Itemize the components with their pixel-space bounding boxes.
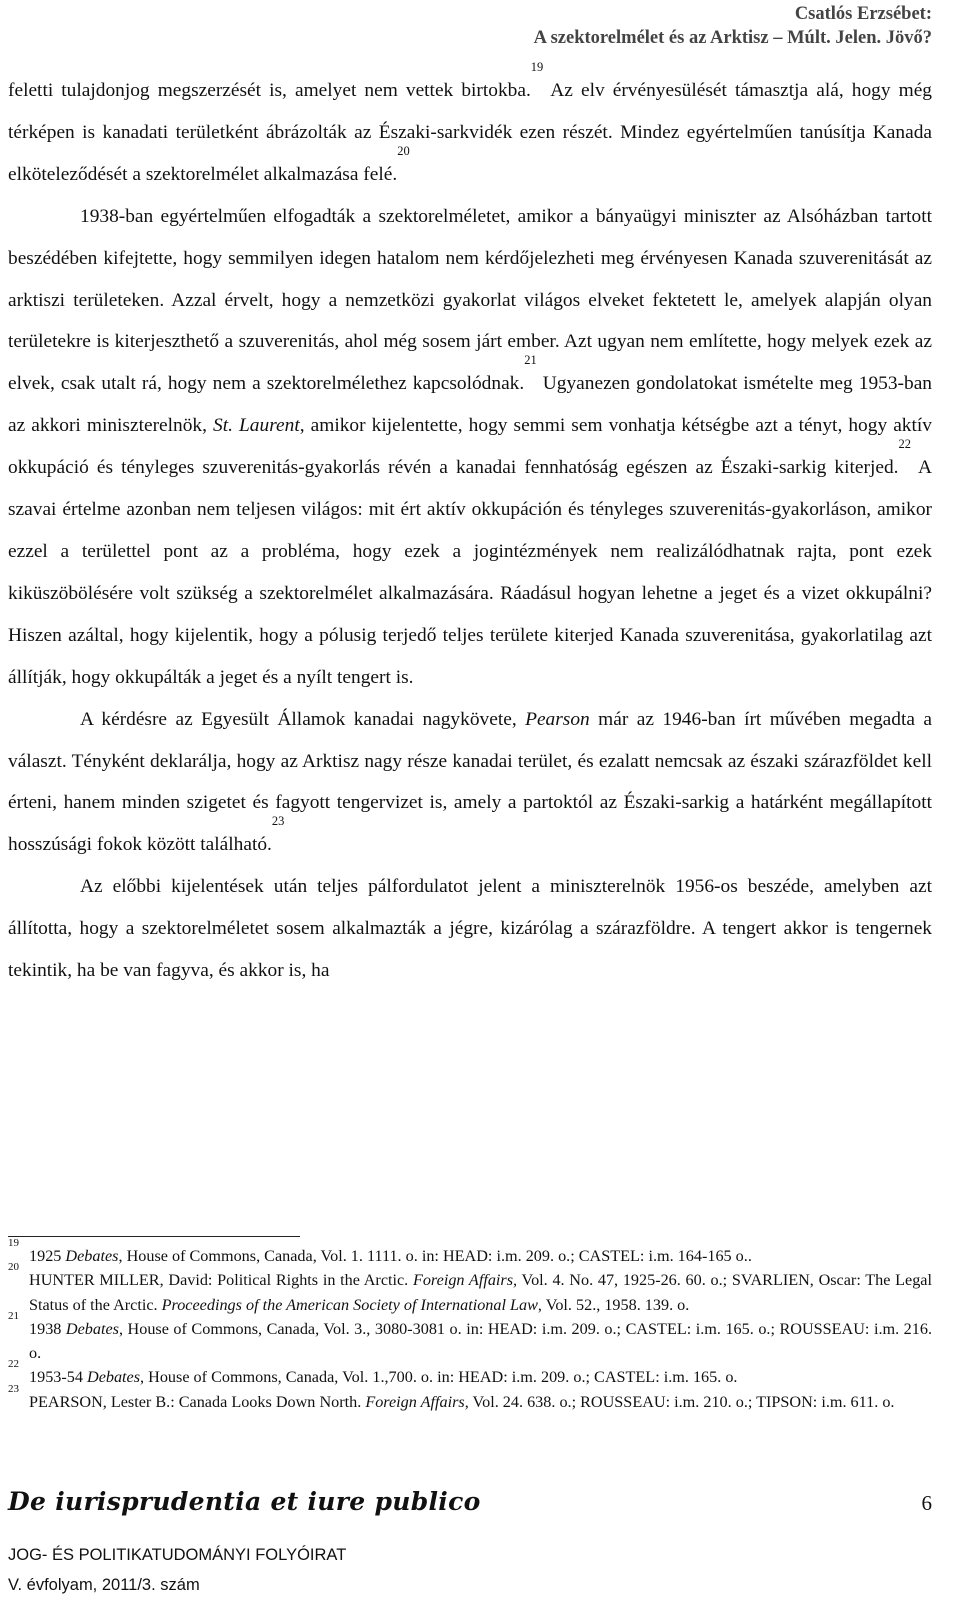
footnote-ref-23[interactable]: 23 — [271, 814, 285, 829]
header-author: Csatlós Erzsébet: — [794, 4, 932, 24]
journal-issue: V. évfolyam, 2011/3. szám — [8, 1576, 200, 1594]
footnote-ref-21[interactable]: 21 — [524, 353, 537, 368]
paragraph-3: A kérdésre az Egyesült Államok kanadai nagykövete, Pearson már az 1946-ban írt művében megadta a választ. Tényként deklarálja, hogy az Arktisz nagy része kanadai terület, és ezalatt nemcsak az északi szárazföldet kell érteni, hanem minden szigetet és fagyott tengervizet is, amely a partoktól az Északi-sarkig a határként megállapított hosszúsági fokok között található.$^{23}$ — [8, 708, 932, 856]
person-name: St. Laurent — [213, 415, 300, 437]
footnote-21: 21 1938 Debates, House of Commons, Canada, Vol. 3., 3080-3081 o. in: HEAD: i.m. 209. o.; CASTEL: i.m. 165. o.; ROUSSEAU: i.m. 216. o. — [8, 1309, 933, 1363]
paragraph-2: 1938-ban egyértelműen elfogadták a szektorelméletet, amikor a bányaügyi miniszter az Alsóházban tartott beszédében kifejtette, hogy semmilyen idegen hatalom nem kérdőjelezheti meg érvényesen Kanada szuverenitását az arktiszi területeken. Azzal érvelt, hogy a nemzetközi gyakorlat világos elveket fektetett le, amelyek alapján olyan területekre is kiterjeszthető a szuverenitás, ahol még sosem járt ember. Azt ugyan nem említette, hogy melyek ezek az elvek, csak utalt rá, hogy nem a szektorelmélethez kapcsolódnak.$^{21}$ Ugyanezen gondolatokat ismételte meg 1953-ban az akkori miniszterelnök, St. Laurent, amikor kijelentette, hogy semmi sem vonhatja kétségbe azt a tényt, hogy aktív okkupáció és tényleges szuverenitás-gyakorlás révén a kanadai fennhatóság egészen az Északi-sarkig kiterjed.$^{22}$ A szavai értelme azonban nem teljesen világos: mit ért aktív okkupáción és tényleges szuverenitás-gyakorláson, amikor ezzel a területtel pont az a probléma, hogy ezek a jogintézmények nem realizálódhatnak rajta, pont ezek kiküszöbölésére volt szükség a szektorelmélet alkalmazására. Ráadásul hogyan lehetne a jeget és a vizet okkupálni? Hiszen azáltal, hogy kijelentik, hogy a pólusig terjedő teljes területe kiterjed Kanada szuverenitása, gyakorlatilag azt állítják, hogy okkupálták a jeget és a nyílt tengert is. — [8, 205, 933, 688]
footnote-19: 19 1925 Debates, House of Commons, Canada, Vol. 1. 1111. o. in: HEAD: i.m. 209. o.; CASTEL: i.m. 164-165 o.. — [8, 1237, 752, 1265]
person-name: Pearson — [525, 708, 590, 730]
journal-title: De iurisprudentia et iure publico — [8, 1487, 481, 1516]
footnote-20: 20 HUNTER MILLER, David: Political Rights in the Arctic. Foreign Affairs, Vol. 4. No. 47, 1925-26. 60. o.; SVARLIEN, Oscar: The Legal Status of the Arctic. Proceedings of the American Society of International Law, Vol. 52., 1958. 139. o. — [8, 1261, 932, 1314]
footnote-ref-22[interactable]: 22 — [898, 437, 911, 452]
footnotes — [8, 1237, 933, 1414]
footnote-22: 22 1953-54 Debates, House of Commons, Canada, Vol. 1.,700. o. in: HEAD: i.m. 209. o.; CASTEL: i.m. 165. o. — [8, 1358, 738, 1387]
paragraph-4: Az előbbi kijelentések után teljes pálfordulatot jelent a miniszterelnök 1956-os beszéde, amelyben azt állította, hogy a szektorelméletet sosem alkalmazták a jégre, kizárólag a szárazföldre. A tengert akkor is tengernek tekintik, ha be van fagyva, és akkor is, ha — [8, 876, 932, 982]
footnote-23: 23 PEARSON, Lester B.: Canada Looks Down North. Foreign Affairs, Vol. 24. 638. o.; ROUSSEAU: i.m. 210. o.; TIPSON: i.m. 611. o. — [8, 1382, 895, 1411]
main-text — [8, 60, 933, 992]
paragraph-1: feletti tulajdonjog megszerzését is, amelyet nem vettek birtokba.$^{19}$ Az elv érvényesülését támasztja alá, hogy még térképen is kanadati területként ábrázolták az Északi-sarkvidék ezen részét. Mindez egyértelműen tanúsítja Kanada elköteleződését a szektorelmélet alkalmazása felé.$^{20}$ — [8, 60, 932, 185]
footnote-ref-19[interactable]: 19 — [530, 60, 544, 74]
footnote-ref-20[interactable]: 20 — [397, 143, 410, 158]
journal-subtitle: JOG- ÉS POLITIKATUDOMÁNYI FOLYÓIRAT — [8, 1546, 347, 1564]
header-title: A szektorelmélet és az Arktisz – Múlt. Jelen. Jövő? — [533, 28, 932, 48]
running-header — [534, 2, 932, 50]
page-number: 6 — [921, 1491, 932, 1515]
footnote-separator — [8, 1236, 300, 1237]
